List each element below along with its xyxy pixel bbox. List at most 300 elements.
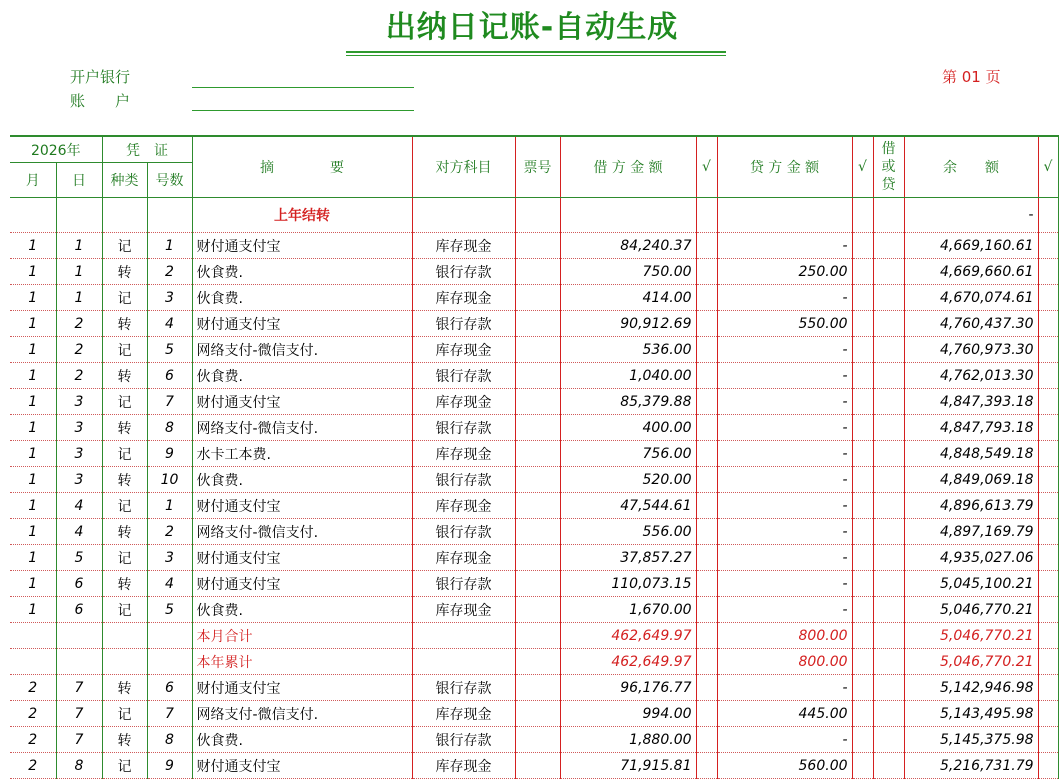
dc-cell — [873, 233, 904, 259]
account-cell: 库存现金 — [412, 753, 515, 779]
debit-cell: 1,670.00 — [560, 597, 696, 623]
credit-cell: 250.00 — [717, 259, 852, 285]
account-cell: 库存现金 — [412, 285, 515, 311]
debit-check-cell — [696, 649, 717, 675]
debit-cell: 520.00 — [560, 467, 696, 493]
day-cell: 5 — [56, 545, 102, 571]
summary-cell: 财付通支付宝 — [192, 233, 412, 259]
num-cell: 7 — [147, 701, 192, 727]
dc-cell — [873, 285, 904, 311]
credit-cell: - — [717, 493, 852, 519]
debit-check-cell — [696, 753, 717, 779]
day-cell: 3 — [56, 415, 102, 441]
day-cell: 4 — [56, 519, 102, 545]
debit-cell: 37,857.27 — [560, 545, 696, 571]
account-cell: 库存现金 — [412, 545, 515, 571]
day-cell: 4 — [56, 493, 102, 519]
credit-cell: - — [717, 233, 852, 259]
day-cell: 7 — [56, 675, 102, 701]
balance-check-cell — [1038, 441, 1058, 467]
ticket-cell — [515, 597, 560, 623]
month-cell: 1 — [10, 545, 56, 571]
debit-cell: 1,880.00 — [560, 727, 696, 753]
debit-check-cell — [696, 519, 717, 545]
table-row — [10, 285, 1058, 311]
summary-cell: 本年累计 — [192, 649, 412, 675]
credit-cell: 800.00 — [717, 649, 852, 675]
cash-journal-table — [10, 135, 1059, 779]
credit-check-cell — [852, 285, 873, 311]
day-cell: 2 — [56, 363, 102, 389]
balance-cell: 4,669,160.61 — [904, 233, 1038, 259]
summary-cell: 伙食费. — [192, 285, 412, 311]
num-cell: 8 — [147, 727, 192, 753]
day-cell: 3 — [56, 441, 102, 467]
balance-check-cell — [1038, 727, 1058, 753]
account-cell: 库存现金 — [412, 233, 515, 259]
summary-cell: 本月合计 — [192, 623, 412, 649]
day-cell — [56, 623, 102, 649]
account-cell: 银行存款 — [412, 467, 515, 493]
ticket-cell — [515, 415, 560, 441]
credit-check-cell — [852, 597, 873, 623]
num-cell: 9 — [147, 441, 192, 467]
credit-check-cell — [852, 701, 873, 727]
credit-check-cell — [852, 675, 873, 701]
summary-cell: 网络支付-微信支付. — [192, 701, 412, 727]
debit-cell: 756.00 — [560, 441, 696, 467]
credit-check-cell — [852, 363, 873, 389]
account-cell: 库存现金 — [412, 597, 515, 623]
summary-cell: 伙食费. — [192, 727, 412, 753]
num-cell: 8 — [147, 415, 192, 441]
month-cell: 1 — [10, 597, 56, 623]
month-cell: 1 — [10, 337, 56, 363]
debit-cell: 994.00 — [560, 701, 696, 727]
account-cell: 银行存款 — [412, 259, 515, 285]
ticket-cell — [515, 389, 560, 415]
summary-cell: 财付通支付宝 — [192, 493, 412, 519]
balance-cell: 4,897,169.79 — [904, 519, 1038, 545]
debit-cell: 85,379.88 — [560, 389, 696, 415]
kind-cell: 记 — [102, 441, 147, 467]
day-cell — [56, 649, 102, 675]
summary-cell: 伙食费. — [192, 363, 412, 389]
balance-cell: 5,046,770.21 — [904, 649, 1038, 675]
credit-check-cell — [852, 493, 873, 519]
summary-cell: 财付通支付宝 — [192, 675, 412, 701]
num-cell: 5 — [147, 597, 192, 623]
dc-cell — [873, 493, 904, 519]
month-cell: 2 — [10, 675, 56, 701]
table-row — [10, 597, 1058, 623]
day-cell: 6 — [56, 597, 102, 623]
debit-cell: 90,912.69 — [560, 311, 696, 337]
balance-cell: 5,145,375.98 — [904, 727, 1038, 753]
credit-cell: - — [717, 571, 852, 597]
balance-check-cell — [1038, 571, 1058, 597]
debit-check-cell — [696, 337, 717, 363]
credit-check-cell — [852, 415, 873, 441]
ticket-cell — [515, 519, 560, 545]
table-row — [10, 519, 1058, 545]
dc-cell — [873, 441, 904, 467]
debit-cell: 400.00 — [560, 415, 696, 441]
title-underline — [346, 51, 726, 53]
balance-check-cell — [1038, 467, 1058, 493]
account-cell: 银行存款 — [412, 415, 515, 441]
day-cell: 2 — [56, 311, 102, 337]
num-cell: 1 — [147, 233, 192, 259]
summary-cell: 伙食费. — [192, 467, 412, 493]
dc-cell — [873, 597, 904, 623]
ticket-cell — [515, 259, 560, 285]
summary-header: 摘 要 — [192, 136, 412, 198]
kind-cell: 记 — [102, 597, 147, 623]
debit-cell: 110,073.15 — [560, 571, 696, 597]
summary-cell: 财付通支付宝 — [192, 545, 412, 571]
balance-check-cell — [1038, 675, 1058, 701]
dc-header: 借或贷 — [873, 136, 904, 198]
debit-cell: 84,240.37 — [560, 233, 696, 259]
credit-cell: - — [717, 337, 852, 363]
dc-cell — [873, 727, 904, 753]
kind-cell: 转 — [102, 727, 147, 753]
debit-cell: 536.00 — [560, 337, 696, 363]
num-cell: 4 — [147, 311, 192, 337]
account-label: 账 户 — [70, 92, 131, 110]
num-header: 号数 — [147, 163, 192, 198]
day-cell: 8 — [56, 753, 102, 779]
kind-cell: 记 — [102, 545, 147, 571]
balance-check-cell — [1038, 415, 1058, 441]
debit-cell: 462,649.97 — [560, 649, 696, 675]
table-row — [10, 311, 1058, 337]
voucher-header: 凭 证 — [102, 136, 192, 163]
table-row — [10, 701, 1058, 727]
debit-check-cell — [696, 545, 717, 571]
opening-balance: - — [904, 198, 1038, 233]
ticket-cell — [515, 571, 560, 597]
account-header: 对方科目 — [412, 136, 515, 198]
day-cell: 7 — [56, 727, 102, 753]
num-cell: 5 — [147, 337, 192, 363]
kind-cell: 记 — [102, 389, 147, 415]
ticket-header: 票号 — [515, 136, 560, 198]
account-cell: 银行存款 — [412, 571, 515, 597]
table-row — [10, 675, 1058, 701]
debit-check-cell — [696, 441, 717, 467]
credit-check-header: √ — [852, 136, 873, 198]
dc-cell — [873, 389, 904, 415]
summary-cell: 伙食费. — [192, 259, 412, 285]
num-cell: 7 — [147, 389, 192, 415]
ticket-cell — [515, 623, 560, 649]
summary-cell: 伙食费. — [192, 597, 412, 623]
debit-check-cell — [696, 363, 717, 389]
debit-cell: 71,915.81 — [560, 753, 696, 779]
month-cell: 1 — [10, 415, 56, 441]
account-cell — [412, 623, 515, 649]
debit-check-cell — [696, 467, 717, 493]
table-row — [10, 753, 1058, 779]
month-cell: 1 — [10, 285, 56, 311]
month-cell: 1 — [10, 311, 56, 337]
balance-check-cell — [1038, 545, 1058, 571]
dc-cell — [873, 519, 904, 545]
table-row — [10, 441, 1058, 467]
num-cell: 3 — [147, 545, 192, 571]
balance-header: 余 额 — [904, 136, 1038, 198]
account-cell: 库存现金 — [412, 389, 515, 415]
credit-check-cell — [852, 233, 873, 259]
credit-check-cell — [852, 649, 873, 675]
debit-cell: 47,544.61 — [560, 493, 696, 519]
kind-cell: 转 — [102, 467, 147, 493]
dc-cell — [873, 259, 904, 285]
num-cell: 6 — [147, 675, 192, 701]
dc-cell — [873, 623, 904, 649]
month-cell — [10, 623, 56, 649]
balance-cell: 4,935,027.06 — [904, 545, 1038, 571]
dc-cell — [873, 753, 904, 779]
balance-cell: 4,848,549.18 — [904, 441, 1038, 467]
ticket-cell — [515, 233, 560, 259]
summary-cell: 网络支付-微信支付. — [192, 337, 412, 363]
kind-cell: 转 — [102, 311, 147, 337]
table-row — [10, 415, 1058, 441]
credit-check-cell — [852, 753, 873, 779]
balance-check-cell — [1038, 259, 1058, 285]
ticket-cell — [515, 545, 560, 571]
num-cell — [147, 623, 192, 649]
day-cell: 6 — [56, 571, 102, 597]
balance-check-cell — [1038, 233, 1058, 259]
kind-cell: 记 — [102, 233, 147, 259]
account-cell: 库存现金 — [412, 701, 515, 727]
day-cell: 3 — [56, 389, 102, 415]
month-cell: 1 — [10, 259, 56, 285]
account-cell: 银行存款 — [412, 727, 515, 753]
kind-cell: 记 — [102, 285, 147, 311]
debit-cell: 1,040.00 — [560, 363, 696, 389]
dc-cell — [873, 701, 904, 727]
balance-cell: 4,847,393.18 — [904, 389, 1038, 415]
ticket-cell — [515, 701, 560, 727]
debit-header: 借 方 金 额 — [560, 136, 696, 198]
num-cell: 9 — [147, 753, 192, 779]
balance-check-cell — [1038, 623, 1058, 649]
kind-header: 种类 — [102, 163, 147, 198]
day-cell: 1 — [56, 285, 102, 311]
debit-check-header: √ — [696, 136, 717, 198]
balance-cell: 4,847,793.18 — [904, 415, 1038, 441]
debit-check-cell — [696, 571, 717, 597]
balance-cell: 4,762,013.30 — [904, 363, 1038, 389]
summary-cell: 水卡工本费. — [192, 441, 412, 467]
summary-cell: 财付通支付宝 — [192, 389, 412, 415]
debit-cell: 462,649.97 — [560, 623, 696, 649]
day-cell: 1 — [56, 233, 102, 259]
balance-cell: 5,046,770.21 — [904, 597, 1038, 623]
ticket-cell — [515, 337, 560, 363]
debit-check-cell — [696, 389, 717, 415]
balance-cell: 5,045,100.21 — [904, 571, 1038, 597]
credit-cell: 445.00 — [717, 701, 852, 727]
month-cell: 1 — [10, 389, 56, 415]
balance-check-cell — [1038, 311, 1058, 337]
ticket-cell — [515, 753, 560, 779]
ticket-cell — [515, 649, 560, 675]
month-cell: 1 — [10, 363, 56, 389]
ticket-cell — [515, 675, 560, 701]
balance-check-cell — [1038, 389, 1058, 415]
account-cell: 银行存款 — [412, 363, 515, 389]
account-cell: 银行存款 — [412, 675, 515, 701]
dc-cell — [873, 571, 904, 597]
credit-cell: - — [717, 597, 852, 623]
credit-header: 贷 方 金 额 — [717, 136, 852, 198]
kind-cell — [102, 649, 147, 675]
credit-cell: - — [717, 363, 852, 389]
day-cell: 7 — [56, 701, 102, 727]
table-row — [10, 727, 1058, 753]
debit-cell: 750.00 — [560, 259, 696, 285]
debit-check-cell — [696, 285, 717, 311]
ticket-cell — [515, 285, 560, 311]
debit-check-cell — [696, 727, 717, 753]
summary-cell: 财付通支付宝 — [192, 571, 412, 597]
debit-check-cell — [696, 233, 717, 259]
table-row — [10, 571, 1058, 597]
debit-cell: 96,176.77 — [560, 675, 696, 701]
balance-check-cell — [1038, 337, 1058, 363]
kind-cell: 记 — [102, 701, 147, 727]
balance-check-cell — [1038, 701, 1058, 727]
balance-cell: 5,216,731.79 — [904, 753, 1038, 779]
table-row — [10, 337, 1058, 363]
year-header: 2026年 — [10, 136, 102, 163]
summary-cell: 财付通支付宝 — [192, 753, 412, 779]
credit-check-cell — [852, 441, 873, 467]
debit-check-cell — [696, 311, 717, 337]
debit-check-cell — [696, 493, 717, 519]
account-cell: 库存现金 — [412, 441, 515, 467]
credit-check-cell — [852, 389, 873, 415]
dc-cell — [873, 337, 904, 363]
balance-check-cell — [1038, 519, 1058, 545]
ticket-cell — [515, 727, 560, 753]
account-cell: 库存现金 — [412, 337, 515, 363]
summary-cell: 财付通支付宝 — [192, 311, 412, 337]
summary-cell: 网络支付-微信支付. — [192, 519, 412, 545]
kind-cell: 记 — [102, 753, 147, 779]
balance-check-cell — [1038, 285, 1058, 311]
credit-cell: - — [717, 545, 852, 571]
table-row — [10, 493, 1058, 519]
credit-cell: - — [717, 467, 852, 493]
balance-check-cell — [1038, 493, 1058, 519]
month-cell: 1 — [10, 493, 56, 519]
num-cell: 2 — [147, 259, 192, 285]
balance-check-cell — [1038, 753, 1058, 779]
table-row — [10, 389, 1058, 415]
kind-cell: 转 — [102, 571, 147, 597]
account-cell: 银行存款 — [412, 311, 515, 337]
kind-cell: 记 — [102, 337, 147, 363]
credit-check-cell — [852, 337, 873, 363]
page-number: 第 01 页 — [942, 68, 1001, 86]
credit-cell: - — [717, 285, 852, 311]
debit-check-cell — [696, 701, 717, 727]
month-cell: 1 — [10, 519, 56, 545]
page-title: 出纳日记账-自动生成 — [385, 10, 679, 45]
table-row — [10, 623, 1058, 649]
ticket-cell — [515, 493, 560, 519]
credit-cell: - — [717, 441, 852, 467]
debit-cell: 414.00 — [560, 285, 696, 311]
month-cell: 1 — [10, 467, 56, 493]
dc-cell — [873, 545, 904, 571]
day-cell: 1 — [56, 259, 102, 285]
credit-cell: - — [717, 389, 852, 415]
kind-cell: 转 — [102, 675, 147, 701]
debit-check-cell — [696, 597, 717, 623]
ticket-cell — [515, 311, 560, 337]
day-header: 日 — [56, 163, 102, 198]
dc-cell — [873, 311, 904, 337]
month-cell — [10, 649, 56, 675]
num-cell: 1 — [147, 493, 192, 519]
balance-cell: 4,896,613.79 — [904, 493, 1038, 519]
month-cell: 1 — [10, 233, 56, 259]
debit-check-cell — [696, 259, 717, 285]
table-row — [10, 259, 1058, 285]
balance-check-cell — [1038, 597, 1058, 623]
num-cell — [147, 649, 192, 675]
kind-cell: 转 — [102, 259, 147, 285]
account-cell — [412, 649, 515, 675]
debit-cell: 556.00 — [560, 519, 696, 545]
credit-check-cell — [852, 467, 873, 493]
balance-check-cell — [1038, 363, 1058, 389]
dc-cell — [873, 363, 904, 389]
kind-cell: 转 — [102, 363, 147, 389]
table-row — [10, 545, 1058, 571]
balance-cell: 5,046,770.21 — [904, 623, 1038, 649]
month-cell: 2 — [10, 701, 56, 727]
month-cell: 2 — [10, 727, 56, 753]
opening-row — [10, 198, 1058, 233]
credit-check-cell — [852, 311, 873, 337]
balance-cell: 4,760,437.30 — [904, 311, 1038, 337]
title-underline-thin — [346, 55, 726, 56]
credit-cell: 550.00 — [717, 311, 852, 337]
balance-check-cell — [1038, 649, 1058, 675]
day-cell: 3 — [56, 467, 102, 493]
num-cell: 6 — [147, 363, 192, 389]
credit-check-cell — [852, 623, 873, 649]
balance-cell: 5,142,946.98 — [904, 675, 1038, 701]
bank-label: 开户银行 — [70, 68, 131, 86]
ticket-cell — [515, 441, 560, 467]
kind-cell: 记 — [102, 493, 147, 519]
ticket-cell — [515, 363, 560, 389]
day-cell: 2 — [56, 337, 102, 363]
ticket-cell — [515, 467, 560, 493]
num-cell: 2 — [147, 519, 192, 545]
credit-check-cell — [852, 727, 873, 753]
